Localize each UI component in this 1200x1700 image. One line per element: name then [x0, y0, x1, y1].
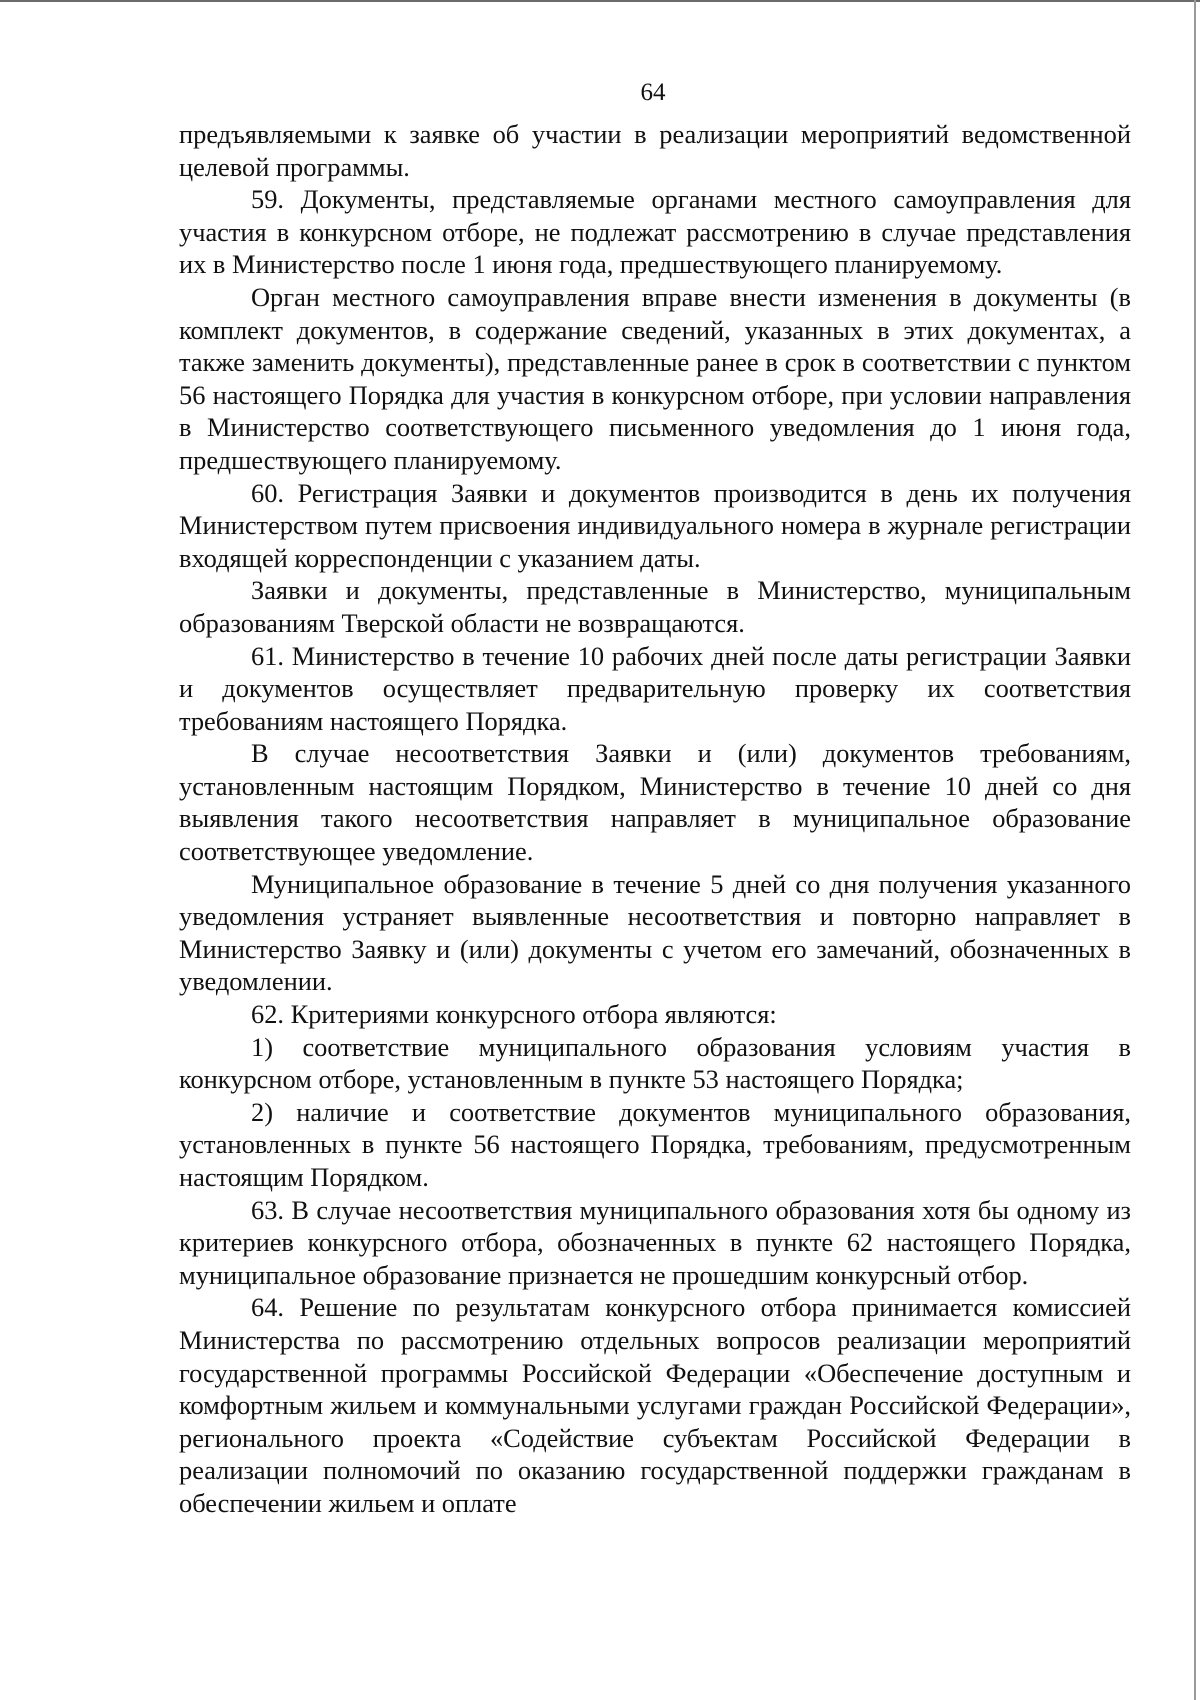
scan-edge-top — [0, 0, 1200, 2]
paragraph-item-62: 62. Критериями конкурсного отбора являются: — [251, 999, 777, 1030]
document-body — [179, 118, 1131, 1520]
page-number: 64 — [640, 79, 666, 106]
scan-edge-right — [1194, 0, 1196, 1700]
paragraph-item-60: 60. Регистрация Заявки и документов производится в день их получения Министерством путем присвоения индивидуального номера в журнале регистрации входящей корреспонденции с указанием даты. — [179, 477, 1131, 573]
paragraph-item-59: 59. Документы, представляемые органами местного самоуправления для участия в конкурсном отборе, не подлежат рассмотрению в случае представления их в Министерство после 1 июня года, предшествующего планируемому. — [179, 184, 1131, 280]
paragraph-item-61: 61. Министерство в течение 10 рабочих дней после даты регистрации Заявки и документов осуществляет предварительную проверку их соответствия требованиям настоящего Порядка. — [179, 640, 1131, 736]
paragraph-item-63: 63. В случае несоответствия муниципального образования хотя бы одному из критериев конкурсного отбора, обозначенных в пункте 62 настоящего Порядка, муниципальное образование признается не прошедшим конкурсный отбор. — [179, 1194, 1131, 1290]
paragraph-criterion-2: 2) наличие и соответствие документов муниципального образования, установленных в пункте 56 настоящего Порядка, требованиям, предусмотренным настоящим Порядком. — [179, 1096, 1131, 1192]
paragraph-correction: Муниципальное образование в течение 5 дней со дня получения указанного уведомления устраняет выявленные несоответствия и повторно направляет в Министерство Заявку и (или) документы с учетом его замечаний, обозначенных в уведомлении. — [179, 868, 1131, 997]
paragraph-continuation: предъявляемыми к заявке об участии в реализации мероприятий ведомственной целевой программы. — [179, 119, 1131, 182]
paragraph-nonconformity: В случае несоответствия Заявки и (или) документов требованиям, установленным настоящим Порядком, Министерство в течение 10 дней со дня выявления такого несоответствия направляет в муниципальное образование соответствующее уведомление. — [179, 738, 1131, 867]
paragraph-criterion-1: 1) соответствие муниципального образования условиям участия в конкурсном отборе, установленным в пункте 53 настоящего Порядка; — [179, 1031, 1131, 1095]
paragraph-no-return: Заявки и документы, представленные в Министерство, муниципальным образованиям Тверской области не возвращаются. — [179, 575, 1131, 638]
paragraph-item-64: 64. Решение по результатам конкурсного отбора принимается комиссией Министерства по рассмотрению отдельных вопросов реализации мероприятий государственной программы Российской Федерации «Обеспечение доступным и комфортным жильем и коммунальными услугами граждан Российской Федерации», регионального проекта «Содействие субъектам Российской Федерации в реализации полномочий по оказанию государственной поддержки гражданам в обеспечении жильем и оплате — [179, 1292, 1131, 1518]
paragraph-amendment-right: Орган местного самоуправления вправе внести изменения в документы (в комплект документов, в содержание сведений, указанных в этих документах, а также заменить документы), представленные ранее в срок в соответствии с пунктом 56 настоящего Порядка для участия в конкурсном отборе, при условии направления в Министерство соответствующего письменного уведомления до 1 июня года, предшествующего планируемому. — [179, 281, 1131, 475]
